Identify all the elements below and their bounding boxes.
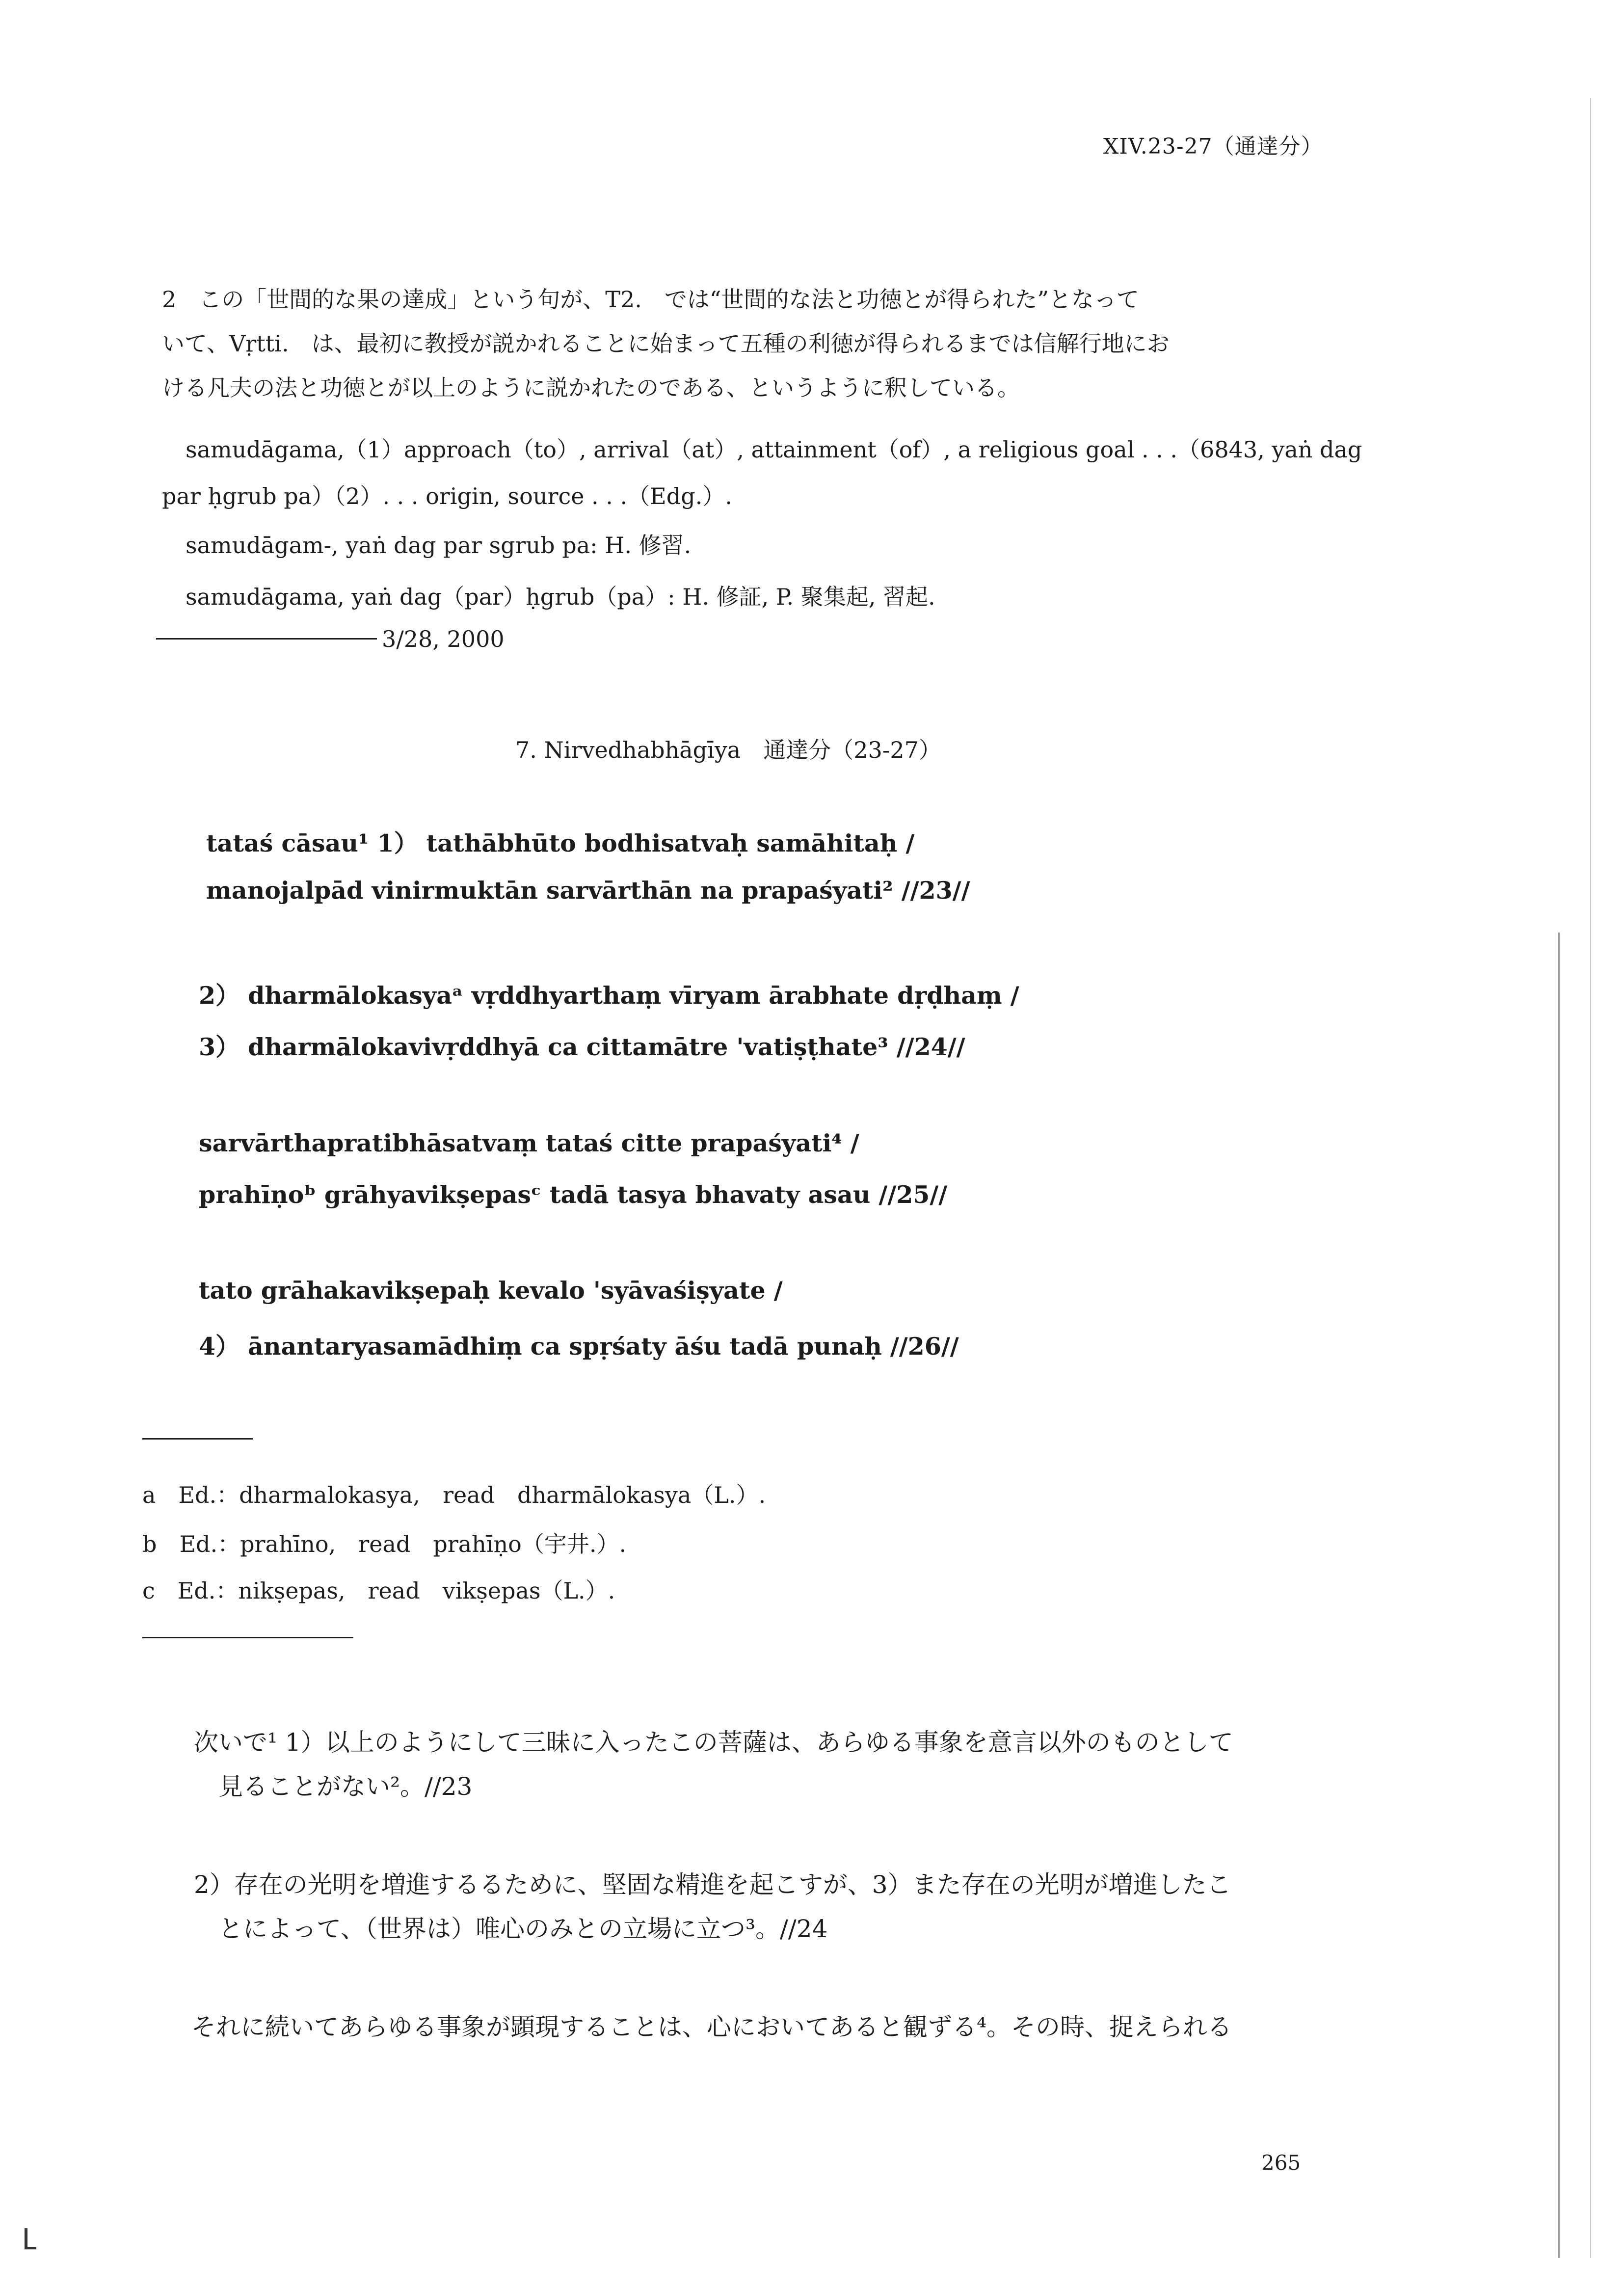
- translation-line: とによって、（世界は）唯心のみとの立場に立つ³。//24: [218, 1915, 828, 1943]
- translation-line: それに続いてあらゆる事象が顕現することは、心においてあると観ずる⁴。その時、捉えられる: [191, 2013, 1232, 2041]
- verse-line: prahīṇoᵇ grāhyavikṣepasᶜ tadā tasya bhavaty asau //25//: [199, 1180, 948, 1209]
- lexicon-entry: par ḥgrub pa）（2）. . . origin, source . . .（Edg.）.: [162, 483, 732, 509]
- verse-line: manojalpād vinirmuktān sarvārthān na prapaśyati² //23//: [206, 876, 970, 905]
- lexicon-entry: samudāgama, yaṅ dag（par）ḥgrub（pa）: H. 修証, P. 聚集起, 習起.: [186, 584, 935, 610]
- date-rule: [156, 638, 377, 640]
- footnote-rule: [142, 1438, 253, 1440]
- note-line: 2 この「世間的な果の達成」という句が、T2. では“世間的な法と功徳とが得られた”となって: [162, 286, 1139, 313]
- footnote: c Ed.：nikṣepas, read vikṣepas（L.）.: [142, 1577, 615, 1604]
- page-number: 265: [1261, 2151, 1301, 2175]
- scan-edge-line: [1590, 98, 1591, 2258]
- footnote: b Ed.：prahīno, read prahīṇo（宇井.）.: [142, 1531, 627, 1557]
- verse-line: 3） dharmālokavivṛddhyā ca cittamātre 'vatiṣṭhate³ //24//: [199, 1033, 965, 1061]
- verse-line: tato grāhakavikṣepaḥ kevalo 'syāvaśiṣyate /: [199, 1276, 783, 1305]
- note-date: 3/28, 2000: [382, 626, 505, 652]
- running-header: XIV.23-27（通達分）: [1103, 134, 1323, 159]
- footnote-rule-bottom: [142, 1637, 353, 1638]
- translation-line: 次いで¹ 1）以上のようにして三昧に入ったこの菩薩は、あらゆる事象を意言以外のものとして: [194, 1728, 1233, 1757]
- section-title: 7. Nirvedhabhāgīya 通達分（23-27）: [515, 737, 941, 763]
- lexicon-entry: samudāgama,（1）approach（to）, arrival（at）, attainment（of）, a religious goal . . .（6843, yaṅ dag: [186, 436, 1362, 463]
- verse-line: 2） dharmālokasyaᵃ vṛddhyarthaṃ vīryam ārabhate dṛḍhaṃ /: [199, 981, 1019, 1010]
- scan-edge-line: [1558, 933, 1560, 2258]
- note-line: いて、Vṛtti. は、最初に教授が説かれることに始まって五種の利徳が得られるまでは信解行地にお: [162, 330, 1170, 357]
- lexicon-entry: samudāgam-, yaṅ dag par sgrub pa: H. 修習.: [186, 532, 692, 559]
- translation-line: 2）存在の光明を増進するるために、堅固な精進を起こすが、3）また存在の光明が増進したこ: [194, 1870, 1231, 1899]
- verse-line: tataś cāsau¹ 1） tathābhūto bodhisatvaḥ samāhitaḥ /: [206, 829, 915, 857]
- footnote: a Ed.：dharmalokasya, read dharmālokasya（L.）.: [142, 1482, 766, 1508]
- note-line: ける凡夫の法と功徳とが以上のように説かれたのである、というように釈している。: [162, 374, 1020, 401]
- translation-line: 見ることがない²。//23: [218, 1772, 473, 1801]
- verse-line: 4） ānantaryasamādhiṃ ca spṛśaty āśu tadā punaḥ //26//: [199, 1332, 959, 1361]
- verse-line: sarvārthapratibhāsatvaṃ tataś citte prapaśyati⁴ /: [199, 1129, 859, 1157]
- scan-mark: [25, 2247, 36, 2249]
- scan-mark: [25, 2228, 27, 2248]
